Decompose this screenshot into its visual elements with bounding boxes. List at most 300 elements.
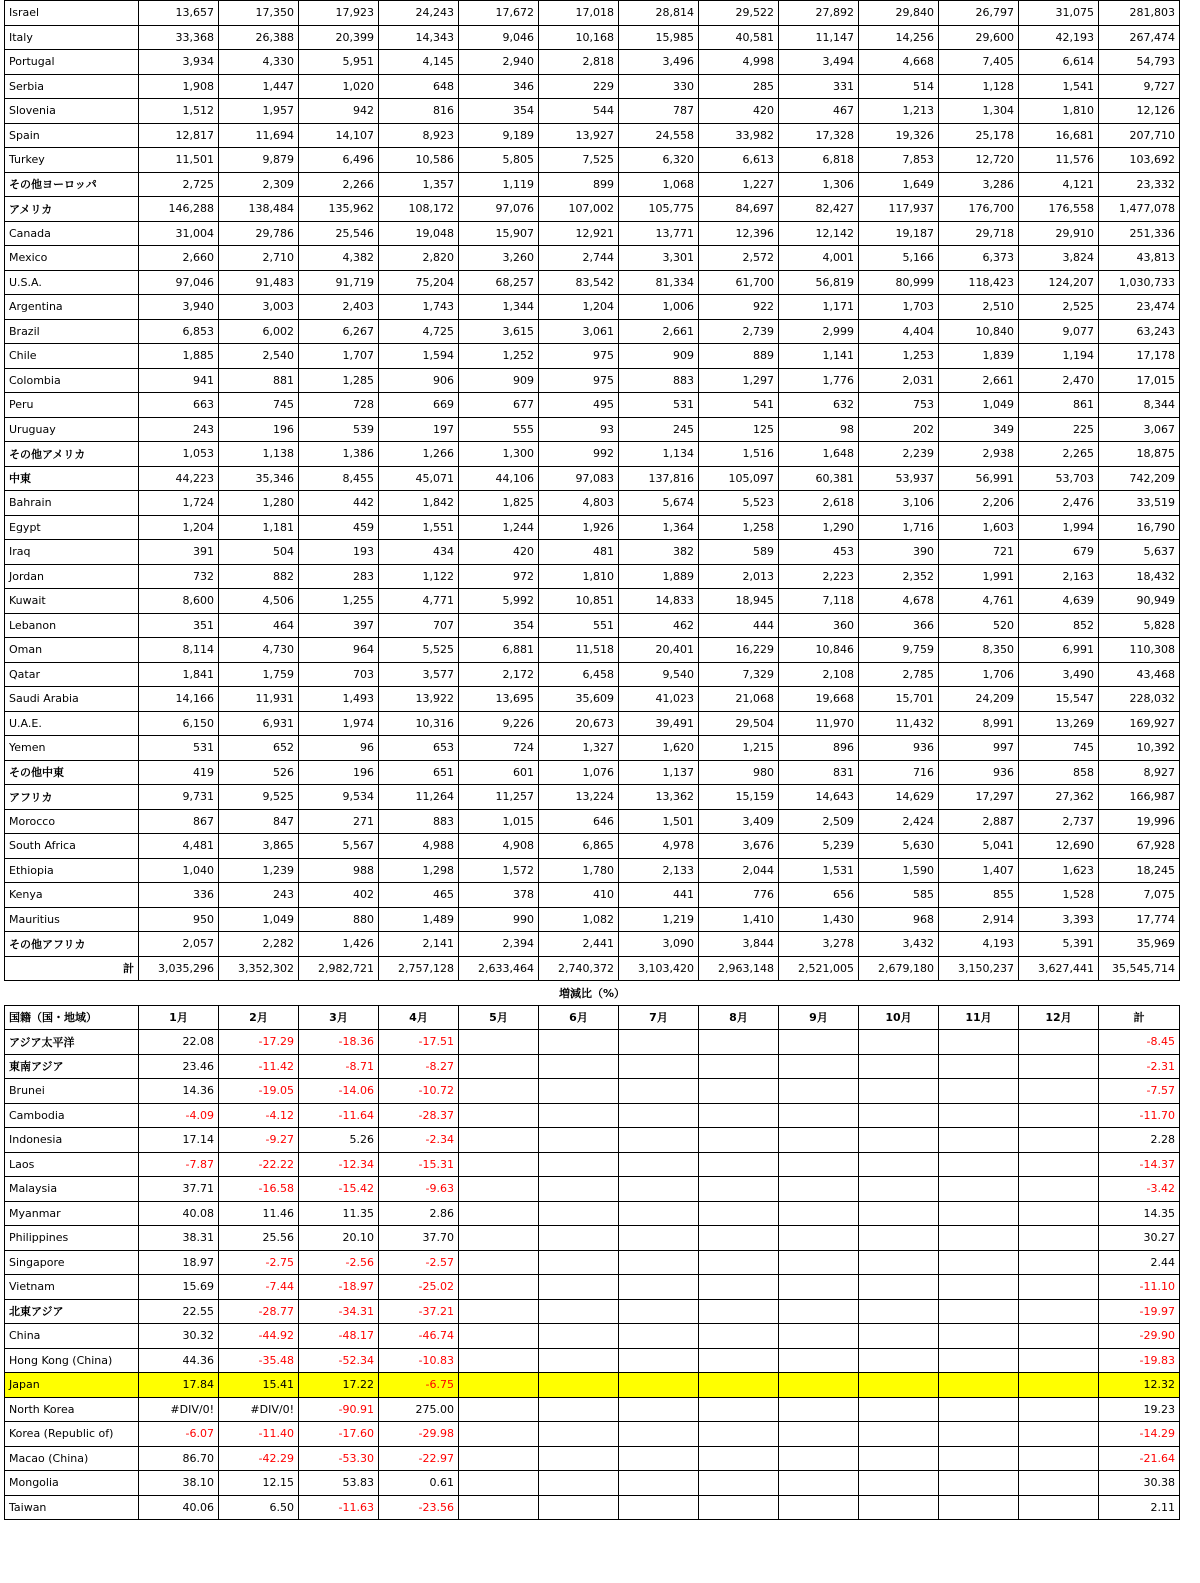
row-total-cell[interactable]: 18,875 — [1099, 442, 1180, 467]
month-value-cell[interactable]: 481 — [539, 540, 619, 565]
month-value-cell[interactable]: 6,881 — [459, 638, 539, 663]
month-value-cell[interactable]: 1,501 — [619, 809, 699, 834]
pct-cell[interactable] — [459, 1226, 539, 1251]
month-value-cell[interactable]: 852 — [1019, 613, 1099, 638]
pct-cell[interactable] — [779, 1373, 859, 1398]
pct-cell[interactable] — [1019, 1299, 1099, 1324]
column-header-month[interactable]: 11月 — [939, 1005, 1019, 1030]
month-value-cell[interactable]: 419 — [139, 760, 219, 785]
pct-cell[interactable] — [939, 1103, 1019, 1128]
pct-total-cell[interactable]: -19.97 — [1099, 1299, 1180, 1324]
month-value-cell[interactable]: 5,239 — [779, 834, 859, 859]
row-total-cell[interactable]: 8,927 — [1099, 760, 1180, 785]
row-label[interactable]: Spain — [5, 123, 139, 148]
row-label[interactable]: Portugal — [5, 50, 139, 75]
month-value-cell[interactable]: 3,494 — [779, 50, 859, 75]
pct-cell[interactable] — [459, 1152, 539, 1177]
row-total-cell[interactable]: 90,949 — [1099, 589, 1180, 614]
pct-cell[interactable] — [699, 1030, 779, 1055]
month-value-cell[interactable]: 4,730 — [219, 638, 299, 663]
month-value-cell[interactable]: 202 — [859, 417, 939, 442]
month-value-cell[interactable]: 96 — [299, 736, 379, 761]
month-value-cell[interactable]: 53,703 — [1019, 466, 1099, 491]
month-value-cell[interactable]: 1,006 — [619, 295, 699, 320]
month-value-cell[interactable]: 3,934 — [139, 50, 219, 75]
month-total-cell[interactable]: 2,963,148 — [699, 956, 779, 981]
month-value-cell[interactable]: 1,364 — [619, 515, 699, 540]
month-value-cell[interactable]: 1,426 — [299, 932, 379, 957]
month-value-cell[interactable]: 1,991 — [939, 564, 1019, 589]
pct-cell[interactable] — [459, 1275, 539, 1300]
month-value-cell[interactable]: 745 — [219, 393, 299, 418]
month-value-cell[interactable]: 1,252 — [459, 344, 539, 369]
month-value-cell[interactable]: 4,121 — [1019, 172, 1099, 197]
pct-cell[interactable]: 14.36 — [139, 1079, 219, 1104]
month-value-cell[interactable]: 899 — [539, 172, 619, 197]
month-value-cell[interactable]: 14,256 — [859, 25, 939, 50]
pct-cell[interactable]: -8.27 — [379, 1054, 459, 1079]
pct-cell[interactable] — [1019, 1348, 1099, 1373]
row-total-cell[interactable]: 166,987 — [1099, 785, 1180, 810]
month-value-cell[interactable]: 441 — [619, 883, 699, 908]
month-value-cell[interactable]: 1,623 — [1019, 858, 1099, 883]
month-total-cell[interactable]: 2,757,128 — [379, 956, 459, 981]
pct-total-cell[interactable]: -11.10 — [1099, 1275, 1180, 1300]
month-value-cell[interactable]: 7,329 — [699, 662, 779, 687]
pct-cell[interactable] — [1019, 1103, 1099, 1128]
pct-cell[interactable] — [939, 1079, 1019, 1104]
month-value-cell[interactable]: 6,320 — [619, 148, 699, 173]
month-value-cell[interactable]: 18,945 — [699, 589, 779, 614]
row-total-cell[interactable]: 228,032 — [1099, 687, 1180, 712]
pct-cell[interactable]: -28.77 — [219, 1299, 299, 1324]
month-value-cell[interactable]: 3,844 — [699, 932, 779, 957]
month-total-cell[interactable]: 2,521,005 — [779, 956, 859, 981]
month-value-cell[interactable]: 25,178 — [939, 123, 1019, 148]
month-value-cell[interactable]: 8,350 — [939, 638, 1019, 663]
row-label[interactable]: Hong Kong (China) — [5, 1348, 139, 1373]
pct-cell[interactable] — [779, 1177, 859, 1202]
month-value-cell[interactable]: 6,267 — [299, 319, 379, 344]
month-value-cell[interactable]: 84,697 — [699, 197, 779, 222]
month-value-cell[interactable]: 1,649 — [859, 172, 939, 197]
month-value-cell[interactable]: 9,731 — [139, 785, 219, 810]
month-value-cell[interactable]: 2,266 — [299, 172, 379, 197]
row-label[interactable]: Mexico — [5, 246, 139, 271]
row-label[interactable]: Colombia — [5, 368, 139, 393]
pct-cell[interactable] — [859, 1201, 939, 1226]
pct-total-cell[interactable]: 2.44 — [1099, 1250, 1180, 1275]
month-value-cell[interactable]: 1,266 — [379, 442, 459, 467]
month-value-cell[interactable]: 13,771 — [619, 221, 699, 246]
pct-cell[interactable] — [619, 1103, 699, 1128]
month-value-cell[interactable]: 10,840 — [939, 319, 1019, 344]
month-value-cell[interactable]: 10,846 — [779, 638, 859, 663]
row-total-cell[interactable]: 17,178 — [1099, 344, 1180, 369]
month-value-cell[interactable]: 1,743 — [379, 295, 459, 320]
month-value-cell[interactable]: 97,046 — [139, 270, 219, 295]
pct-total-cell[interactable]: -29.90 — [1099, 1324, 1180, 1349]
month-value-cell[interactable]: 2,172 — [459, 662, 539, 687]
month-value-cell[interactable]: 4,001 — [779, 246, 859, 271]
month-value-cell[interactable]: 14,166 — [139, 687, 219, 712]
pct-cell[interactable] — [539, 1226, 619, 1251]
month-value-cell[interactable]: 6,458 — [539, 662, 619, 687]
month-value-cell[interactable]: 1,531 — [779, 858, 859, 883]
column-header-month[interactable]: 4月 — [379, 1005, 459, 1030]
month-value-cell[interactable]: 632 — [779, 393, 859, 418]
month-value-cell[interactable]: 2,737 — [1019, 809, 1099, 834]
month-value-cell[interactable]: 1,885 — [139, 344, 219, 369]
month-value-cell[interactable]: 656 — [779, 883, 859, 908]
pct-cell[interactable] — [859, 1128, 939, 1153]
month-value-cell[interactable]: 1,290 — [779, 515, 859, 540]
month-value-cell[interactable]: 5,992 — [459, 589, 539, 614]
row-label[interactable]: Indonesia — [5, 1128, 139, 1153]
column-header-month[interactable]: 8月 — [699, 1005, 779, 1030]
pct-cell[interactable] — [939, 1348, 1019, 1373]
month-value-cell[interactable]: 1,194 — [1019, 344, 1099, 369]
pct-cell[interactable] — [699, 1103, 779, 1128]
column-header-month[interactable]: 3月 — [299, 1005, 379, 1030]
month-value-cell[interactable]: 82,427 — [779, 197, 859, 222]
month-value-cell[interactable]: 4,193 — [939, 932, 1019, 957]
month-value-cell[interactable]: 196 — [219, 417, 299, 442]
pct-cell[interactable] — [539, 1275, 619, 1300]
pct-cell[interactable] — [619, 1422, 699, 1447]
pct-cell[interactable] — [1019, 1250, 1099, 1275]
pct-cell[interactable] — [939, 1299, 1019, 1324]
pct-cell[interactable]: 5.26 — [299, 1128, 379, 1153]
row-total-cell[interactable]: 5,637 — [1099, 540, 1180, 565]
month-value-cell[interactable]: 1,707 — [299, 344, 379, 369]
row-label[interactable]: Chile — [5, 344, 139, 369]
pct-cell[interactable] — [939, 1201, 1019, 1226]
month-value-cell[interactable]: 2,282 — [219, 932, 299, 957]
month-value-cell[interactable]: 3,393 — [1019, 907, 1099, 932]
month-value-cell[interactable]: 2,525 — [1019, 295, 1099, 320]
month-value-cell[interactable]: 17,328 — [779, 123, 859, 148]
pct-cell[interactable] — [939, 1495, 1019, 1520]
month-value-cell[interactable]: 1,839 — [939, 344, 1019, 369]
month-value-cell[interactable]: 1,181 — [219, 515, 299, 540]
month-value-cell[interactable]: 707 — [379, 613, 459, 638]
month-value-cell[interactable]: 651 — [379, 760, 459, 785]
month-value-cell[interactable]: 91,483 — [219, 270, 299, 295]
month-value-cell[interactable]: 922 — [699, 295, 779, 320]
month-value-cell[interactable]: 10,168 — [539, 25, 619, 50]
month-value-cell[interactable]: 972 — [459, 564, 539, 589]
pct-cell[interactable] — [539, 1054, 619, 1079]
row-label[interactable]: Canada — [5, 221, 139, 246]
pct-cell[interactable]: 37.71 — [139, 1177, 219, 1202]
month-value-cell[interactable]: 745 — [1019, 736, 1099, 761]
month-value-cell[interactable]: 4,639 — [1019, 589, 1099, 614]
month-value-cell[interactable]: 942 — [299, 99, 379, 124]
month-value-cell[interactable]: 19,048 — [379, 221, 459, 246]
month-value-cell[interactable]: 1,040 — [139, 858, 219, 883]
month-value-cell[interactable]: 354 — [459, 99, 539, 124]
month-value-cell[interactable]: 229 — [539, 74, 619, 99]
month-value-cell[interactable]: 56,819 — [779, 270, 859, 295]
pct-cell[interactable]: #DIV/0! — [139, 1397, 219, 1422]
month-value-cell[interactable]: 4,998 — [699, 50, 779, 75]
row-label[interactable]: その他中東 — [5, 760, 139, 785]
row-label[interactable]: Israel — [5, 1, 139, 26]
month-value-cell[interactable]: 5,041 — [939, 834, 1019, 859]
pct-cell[interactable] — [1019, 1177, 1099, 1202]
month-value-cell[interactable]: 3,106 — [859, 491, 939, 516]
month-value-cell[interactable]: 5,674 — [619, 491, 699, 516]
pct-cell[interactable] — [699, 1471, 779, 1496]
row-total-cell[interactable]: 12,126 — [1099, 99, 1180, 124]
month-value-cell[interactable]: 137,816 — [619, 466, 699, 491]
month-value-cell[interactable]: 3,432 — [859, 932, 939, 957]
month-value-cell[interactable]: 12,921 — [539, 221, 619, 246]
pct-cell[interactable] — [779, 1446, 859, 1471]
row-label[interactable]: アメリカ — [5, 197, 139, 222]
pct-cell[interactable]: -11.63 — [299, 1495, 379, 1520]
month-value-cell[interactable]: 1,049 — [939, 393, 1019, 418]
pct-cell[interactable] — [939, 1250, 1019, 1275]
month-value-cell[interactable]: 390 — [859, 540, 939, 565]
month-value-cell[interactable]: 11,970 — [779, 711, 859, 736]
month-value-cell[interactable]: 138,484 — [219, 197, 299, 222]
pct-cell[interactable] — [459, 1299, 539, 1324]
month-value-cell[interactable]: 7,525 — [539, 148, 619, 173]
month-value-cell[interactable]: 135,962 — [299, 197, 379, 222]
month-value-cell[interactable]: 663 — [139, 393, 219, 418]
row-label[interactable]: Philippines — [5, 1226, 139, 1251]
month-value-cell[interactable]: 2,940 — [459, 50, 539, 75]
month-value-cell[interactable]: 17,350 — [219, 1, 299, 26]
row-label[interactable]: Lebanon — [5, 613, 139, 638]
month-value-cell[interactable]: 193 — [299, 540, 379, 565]
month-value-cell[interactable]: 3,676 — [699, 834, 779, 859]
pct-cell[interactable]: 53.83 — [299, 1471, 379, 1496]
month-value-cell[interactable]: 585 — [859, 883, 939, 908]
month-value-cell[interactable]: 2,031 — [859, 368, 939, 393]
pct-cell[interactable] — [619, 1201, 699, 1226]
pct-cell[interactable]: -22.22 — [219, 1152, 299, 1177]
pct-cell[interactable] — [779, 1471, 859, 1496]
pct-cell[interactable] — [539, 1152, 619, 1177]
pct-cell[interactable] — [699, 1152, 779, 1177]
pct-cell[interactable] — [459, 1422, 539, 1447]
row-total-cell[interactable]: 267,474 — [1099, 25, 1180, 50]
column-header-country[interactable]: 国籍（国・地域） — [5, 1005, 139, 1030]
month-value-cell[interactable]: 5,567 — [299, 834, 379, 859]
month-value-cell[interactable]: 9,226 — [459, 711, 539, 736]
month-value-cell[interactable]: 6,865 — [539, 834, 619, 859]
row-label[interactable]: Bahrain — [5, 491, 139, 516]
row-label[interactable]: 中東 — [5, 466, 139, 491]
month-value-cell[interactable]: 1,825 — [459, 491, 539, 516]
month-value-cell[interactable]: 351 — [139, 613, 219, 638]
month-value-cell[interactable]: 3,865 — [219, 834, 299, 859]
row-label[interactable]: Myanmar — [5, 1201, 139, 1226]
month-value-cell[interactable]: 3,577 — [379, 662, 459, 687]
pct-cell[interactable] — [699, 1397, 779, 1422]
month-value-cell[interactable]: 35,609 — [539, 687, 619, 712]
month-value-cell[interactable]: 197 — [379, 417, 459, 442]
month-value-cell[interactable]: 1,297 — [699, 368, 779, 393]
month-value-cell[interactable]: 7,405 — [939, 50, 1019, 75]
pct-cell[interactable] — [939, 1373, 1019, 1398]
month-value-cell[interactable]: 7,118 — [779, 589, 859, 614]
month-value-cell[interactable]: 1,926 — [539, 515, 619, 540]
row-total-cell[interactable]: 3,067 — [1099, 417, 1180, 442]
pct-cell[interactable]: 12.15 — [219, 1471, 299, 1496]
month-value-cell[interactable]: 331 — [779, 74, 859, 99]
month-value-cell[interactable]: 847 — [219, 809, 299, 834]
month-value-cell[interactable]: 15,985 — [619, 25, 699, 50]
row-label[interactable]: 北東アジア — [5, 1299, 139, 1324]
row-label[interactable]: Kenya — [5, 883, 139, 908]
row-label[interactable]: Yemen — [5, 736, 139, 761]
month-value-cell[interactable]: 6,614 — [1019, 50, 1099, 75]
pct-cell[interactable] — [859, 1226, 939, 1251]
month-value-cell[interactable]: 29,600 — [939, 25, 1019, 50]
pct-cell[interactable] — [939, 1471, 1019, 1496]
month-value-cell[interactable]: 950 — [139, 907, 219, 932]
pct-cell[interactable] — [619, 1446, 699, 1471]
month-value-cell[interactable]: 2,938 — [939, 442, 1019, 467]
pct-cell[interactable]: 0.61 — [379, 1471, 459, 1496]
pct-cell[interactable]: -6.75 — [379, 1373, 459, 1398]
month-value-cell[interactable]: 93 — [539, 417, 619, 442]
month-value-cell[interactable]: 12,720 — [939, 148, 1019, 173]
month-value-cell[interactable]: 1,703 — [859, 295, 939, 320]
row-label[interactable]: Saudi Arabia — [5, 687, 139, 712]
month-value-cell[interactable]: 2,540 — [219, 344, 299, 369]
month-value-cell[interactable]: 881 — [219, 368, 299, 393]
pct-cell[interactable] — [699, 1128, 779, 1153]
pct-cell[interactable] — [619, 1299, 699, 1324]
pct-cell[interactable]: -22.97 — [379, 1446, 459, 1471]
month-value-cell[interactable]: 1,386 — [299, 442, 379, 467]
month-value-cell[interactable]: 28,814 — [619, 1, 699, 26]
pct-cell[interactable] — [699, 1348, 779, 1373]
pct-cell[interactable]: -10.72 — [379, 1079, 459, 1104]
month-value-cell[interactable]: 992 — [539, 442, 619, 467]
pct-cell[interactable] — [699, 1422, 779, 1447]
pct-cell[interactable]: -15.31 — [379, 1152, 459, 1177]
month-value-cell[interactable]: 514 — [859, 74, 939, 99]
pct-cell[interactable] — [619, 1079, 699, 1104]
pct-cell[interactable] — [939, 1152, 1019, 1177]
month-value-cell[interactable]: 1,327 — [539, 736, 619, 761]
month-value-cell[interactable]: 896 — [779, 736, 859, 761]
month-value-cell[interactable]: 9,189 — [459, 123, 539, 148]
month-value-cell[interactable]: 880 — [299, 907, 379, 932]
pct-cell[interactable] — [939, 1397, 1019, 1422]
month-value-cell[interactable]: 544 — [539, 99, 619, 124]
pct-cell[interactable]: -14.06 — [299, 1079, 379, 1104]
month-value-cell[interactable]: 33,368 — [139, 25, 219, 50]
month-value-cell[interactable]: 285 — [699, 74, 779, 99]
row-total-cell[interactable]: 18,245 — [1099, 858, 1180, 883]
month-total-cell[interactable]: 2,982,721 — [299, 956, 379, 981]
row-label[interactable]: その他ヨーロッパ — [5, 172, 139, 197]
row-total-cell[interactable]: 9,727 — [1099, 74, 1180, 99]
pct-cell[interactable] — [859, 1324, 939, 1349]
pct-cell[interactable] — [859, 1177, 939, 1202]
pct-cell[interactable] — [939, 1177, 1019, 1202]
pct-cell[interactable] — [779, 1152, 859, 1177]
month-value-cell[interactable]: 420 — [459, 540, 539, 565]
pct-cell[interactable] — [699, 1079, 779, 1104]
month-value-cell[interactable]: 360 — [779, 613, 859, 638]
pct-cell[interactable] — [939, 1128, 1019, 1153]
pct-cell[interactable] — [619, 1128, 699, 1153]
pct-cell[interactable] — [859, 1299, 939, 1324]
pct-cell[interactable]: -6.07 — [139, 1422, 219, 1447]
pct-total-cell[interactable]: -21.64 — [1099, 1446, 1180, 1471]
month-value-cell[interactable]: 11,432 — [859, 711, 939, 736]
column-header-total[interactable]: 計 — [1099, 1005, 1180, 1030]
month-value-cell[interactable]: 29,910 — [1019, 221, 1099, 246]
pct-cell[interactable]: 2.86 — [379, 1201, 459, 1226]
pct-cell[interactable]: -46.74 — [379, 1324, 459, 1349]
month-value-cell[interactable]: 19,326 — [859, 123, 939, 148]
month-value-cell[interactable]: 1,357 — [379, 172, 459, 197]
pct-cell[interactable]: -25.02 — [379, 1275, 459, 1300]
month-value-cell[interactable]: 16,681 — [1019, 123, 1099, 148]
month-value-cell[interactable]: 176,558 — [1019, 197, 1099, 222]
row-label[interactable]: Iraq — [5, 540, 139, 565]
month-total-cell[interactable]: 3,035,296 — [139, 956, 219, 981]
row-label[interactable]: China — [5, 1324, 139, 1349]
month-value-cell[interactable]: 15,547 — [1019, 687, 1099, 712]
month-value-cell[interactable]: 2,618 — [779, 491, 859, 516]
pct-cell[interactable] — [539, 1495, 619, 1520]
month-value-cell[interactable]: 107,002 — [539, 197, 619, 222]
pct-cell[interactable] — [779, 1397, 859, 1422]
month-value-cell[interactable]: 5,391 — [1019, 932, 1099, 957]
month-value-cell[interactable]: 831 — [779, 760, 859, 785]
pct-cell[interactable] — [459, 1201, 539, 1226]
pct-cell[interactable] — [619, 1495, 699, 1520]
month-value-cell[interactable]: 6,150 — [139, 711, 219, 736]
month-value-cell[interactable]: 1,528 — [1019, 883, 1099, 908]
month-value-cell[interactable]: 56,991 — [939, 466, 1019, 491]
month-value-cell[interactable]: 1,015 — [459, 809, 539, 834]
pct-cell[interactable] — [1019, 1128, 1099, 1153]
month-total-cell[interactable]: 3,103,420 — [619, 956, 699, 981]
month-value-cell[interactable]: 2,013 — [699, 564, 779, 589]
month-value-cell[interactable]: 13,922 — [379, 687, 459, 712]
month-value-cell[interactable]: 1,137 — [619, 760, 699, 785]
month-value-cell[interactable]: 98 — [779, 417, 859, 442]
month-value-cell[interactable]: 1,204 — [539, 295, 619, 320]
month-value-cell[interactable]: 336 — [139, 883, 219, 908]
month-value-cell[interactable]: 366 — [859, 613, 939, 638]
month-value-cell[interactable]: 4,506 — [219, 589, 299, 614]
month-value-cell[interactable]: 3,409 — [699, 809, 779, 834]
pct-cell[interactable]: -7.44 — [219, 1275, 299, 1300]
month-value-cell[interactable]: 45,071 — [379, 466, 459, 491]
month-value-cell[interactable]: 531 — [619, 393, 699, 418]
month-value-cell[interactable]: 17,672 — [459, 1, 539, 26]
pct-cell[interactable]: 22.55 — [139, 1299, 219, 1324]
month-value-cell[interactable]: 9,540 — [619, 662, 699, 687]
pct-cell[interactable] — [1019, 1397, 1099, 1422]
pct-cell[interactable] — [539, 1103, 619, 1128]
month-value-cell[interactable]: 2,476 — [1019, 491, 1099, 516]
month-value-cell[interactable]: 19,187 — [859, 221, 939, 246]
pct-total-cell[interactable]: 14.35 — [1099, 1201, 1180, 1226]
